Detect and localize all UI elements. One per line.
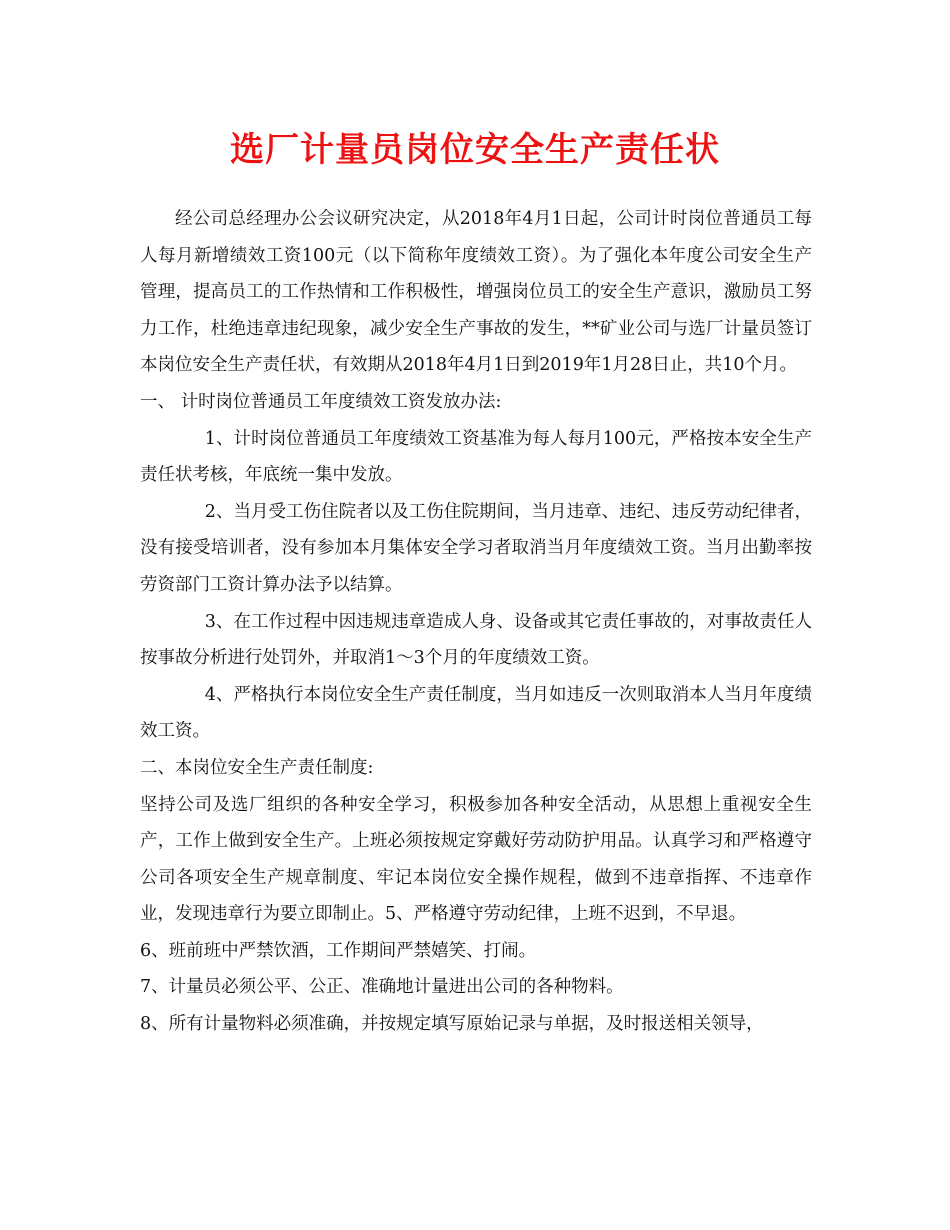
responsibility-item-6: 6、班前班中严禁饮酒，工作期间严禁嬉笑、打闹。 (140, 940, 537, 961)
responsibility-item-7: 7、计量员必须公平、公正、准确地计量进出公司的各种物料。 (140, 977, 624, 998)
rule-item-1: 1、计时岗位普通员工年度绩效工资基准为每人每月100元，严格按本安全生产责任状考核，年底统一集中发放。 (140, 428, 812, 486)
section-heading-2: 二、本岗位安全生产责任制度: (140, 757, 374, 778)
intro-paragraph: 经公司总经理办公会议研究决定，从2018年4月1日起，公司计时岗位普通员工每人每月新增绩效工资100元（以下简称年度绩效工资）。为了强化本年度公司安全生产管理，提高员工的工作热情和工作积极性，增强岗位员工的安全生产意识，激励员工努力工作，杜绝违章违纪现象，减少安全生产事故的发生，**矿业公司与选厂计量员签订本岗位安全生产责任状，有效期从2018年4月1日到2019年1月28日止，共10个月。 (140, 209, 812, 376)
rule-item-4: 4、严格执行本岗位安全生产责任制度，当月如违反一次则取消本人当月年度绩效工资。 (140, 684, 812, 742)
rule-item-3: 3、在工作过程中因违规违章造成人身、设备或其它责任事故的，对事故责任人按事故分析进行处罚外，并取消1～3个月的年度绩效工资。 (140, 611, 812, 669)
responsibility-paragraph: 坚持公司及选厂组织的各种安全学习，积极参加各种安全活动，从思想上重视安全生产，工作上做到安全生产。上班必须按规定穿戴好劳动防护用品。认真学习和严格遵守公司各项安全生产规章制度、牢记本岗位安全操作规程，做到不违章指挥、不违章作业，发现违章行为要立即制止。5、严格遵守劳动纪律，上班不迟到，不早退。 (140, 794, 812, 925)
responsibility-item-8: 8、所有计量物料必须准确，并按规定填写原始记录与单据，及时报送相关领导， (140, 1014, 764, 1035)
rule-item-2: 2、当月受工伤住院者以及工伤住院期间，当月违章、违纪、违反劳动纪律者，没有接受培训者，没有参加本月集体安全学习者取消当月年度绩效工资。当月出勤率按劳资部门工资计算办法予以结算。 (140, 501, 812, 595)
document-body (140, 201, 812, 1043)
document-title: 选厂计量员岗位安全生产责任状 (230, 130, 720, 170)
section-heading-1: 一、 计时岗位普通员工年度绩效工资发放办法: (140, 391, 502, 412)
